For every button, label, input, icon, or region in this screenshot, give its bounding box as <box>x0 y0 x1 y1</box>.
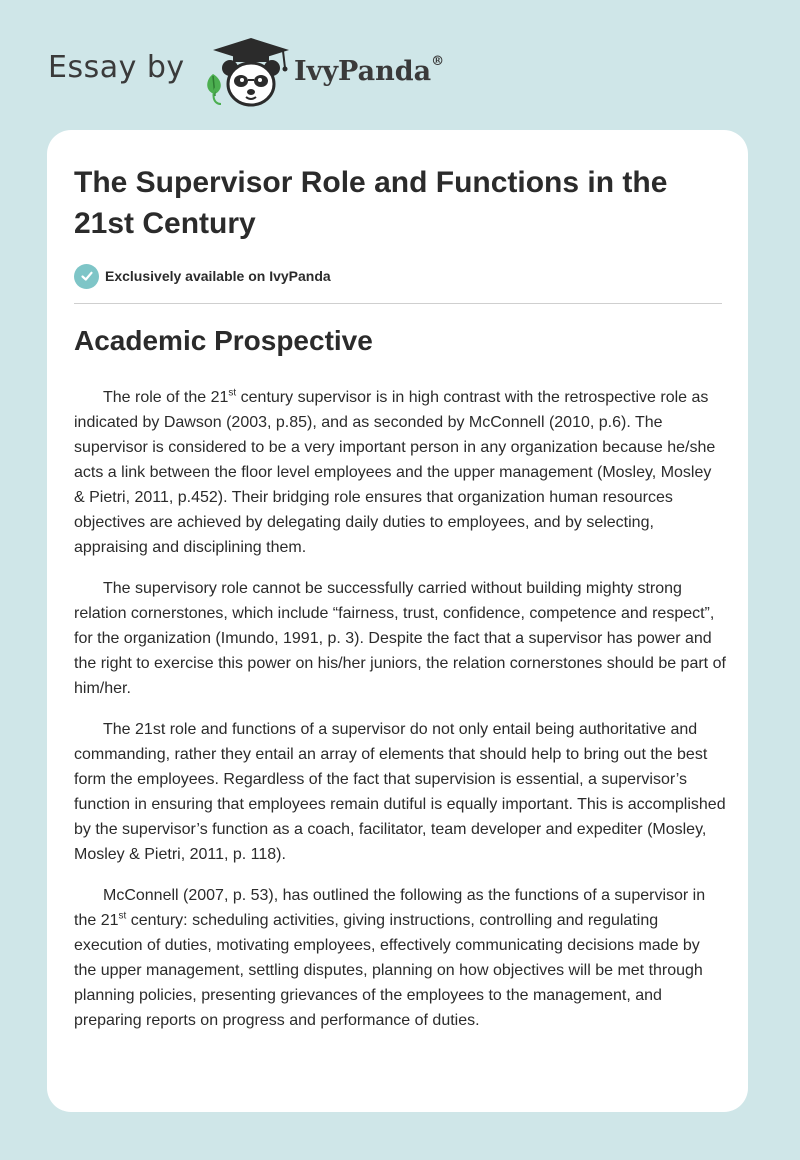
paragraph-3: The 21st role and functions of a supervisor do not only entail being authoritative and commanding, rather they entail an array of elements that should help to bring out the best form the employees. Regardless of the fact that supervision is essential, a supervisor’s function in ensuring that employees remain dutiful is equally important. This is accomplished by the supervisor’s function as a coach, facilitator, team developer and expediter (Mosley, Mosley & Pietri, 2011, p. 118). <box>74 721 726 863</box>
check-circle-icon <box>74 264 99 289</box>
panda-logo-icon[interactable] <box>203 34 299 110</box>
badge-label: Exclusively available on IvyPanda <box>105 268 331 284</box>
brand-name[interactable]: IvyPanda® <box>294 54 445 87</box>
essay-by-label: Essay by <box>48 50 185 85</box>
paragraph-1: The role of the 21st century supervisor is in high contrast with the retrospective role as indicated by Dawson (2003, p.85), and as seconded by McConnell (2010, p.6). The supervisor is considered to be a very important person in any organization because he/she acts a link between the floor level employees and the upper management (Mosley, Mosley & Pietri, 2011, p.452). Their bridging role ensures that organization human resources objectives are achieved by delegating daily duties to employees, and by selecting, appraising and disciplining them. <box>74 387 716 556</box>
section-heading: Academic Prospective <box>74 325 373 356</box>
essay-card <box>47 130 748 1112</box>
essay-body <box>74 385 726 1049</box>
leaf-icon <box>207 74 221 104</box>
paragraph-4: McConnell (2007, p. 53), has outlined the following as the functions of a supervisor in the 21st century: scheduling activities, giving instructions, controlling and regulating execution of duties, motivating employees, effectively communicating decisions made by the upper management, settling disputes, planning on how objectives will be met through planning policies, presenting grievances of the employees to the management, and preparing reports on progress and performance of duties. <box>74 887 706 1029</box>
exclusive-badge <box>74 263 331 289</box>
page-title: The Supervisor Role and Functions in the 21st Century <box>74 166 668 240</box>
paragraph-2: The supervisory role cannot be successfully carried without building mighty strong relation cornerstones, which include “fairness, trust, confidence, competence and respect”, for the organization (Imundo, 1991, p. 3). Despite the fact that a supervisor has power and the right to exercise this power on his/her juniors, the relation cornerstones should be part of him/her. <box>74 580 726 697</box>
site-header <box>48 34 748 114</box>
divider <box>74 303 722 304</box>
